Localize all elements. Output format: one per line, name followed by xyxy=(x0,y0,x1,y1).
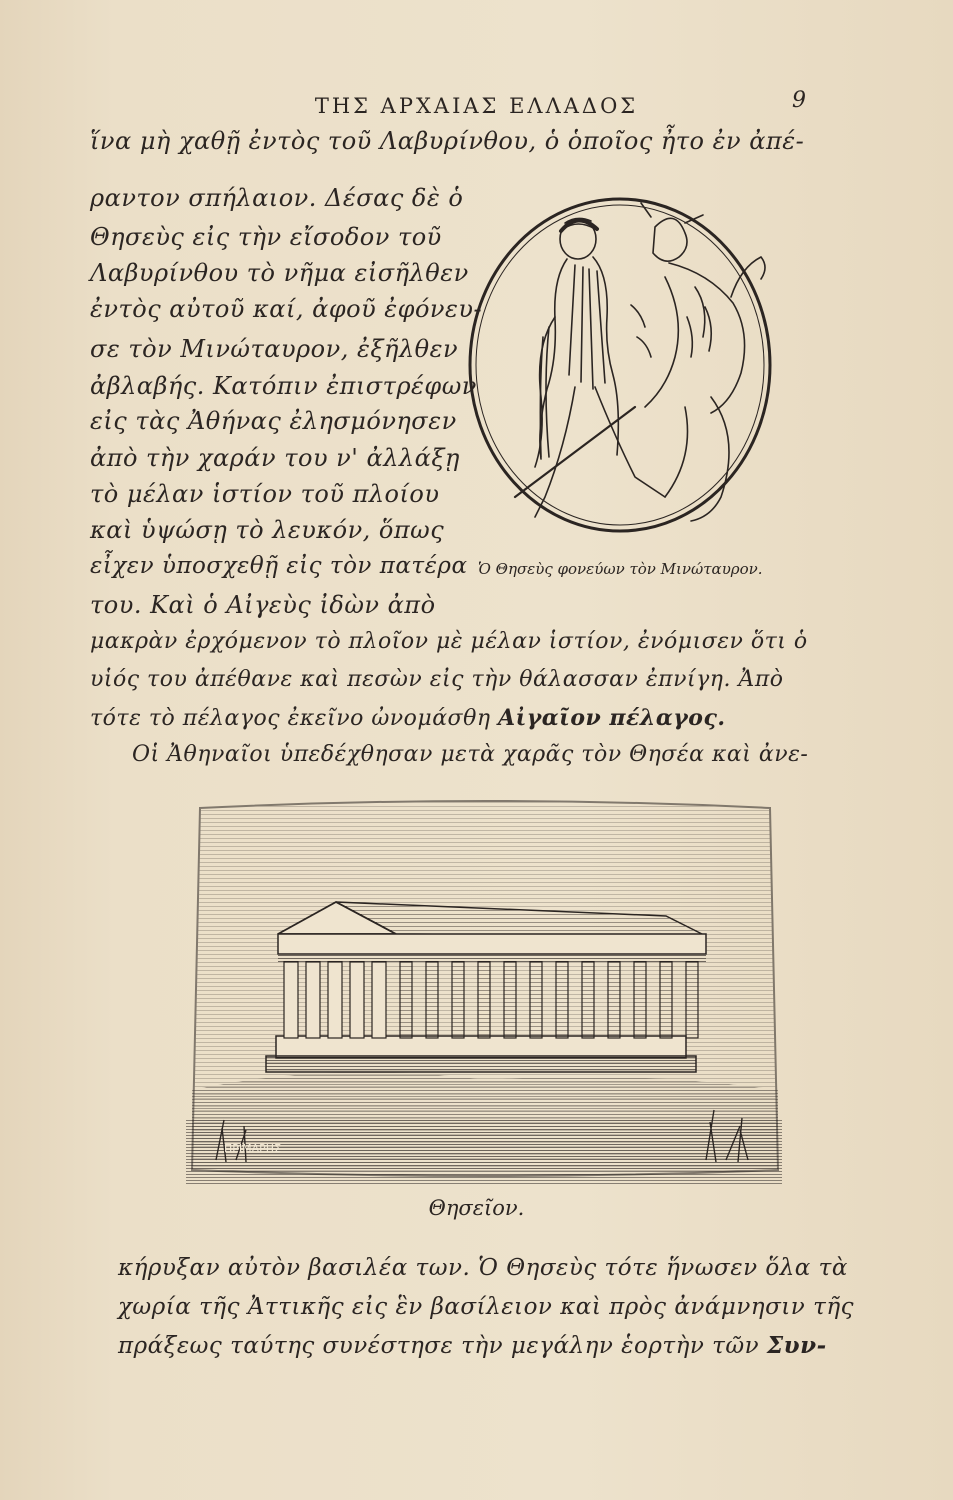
text-line: εἰς τὰς Ἀθήνας ἐλησμόνησεν xyxy=(90,407,457,435)
text-line: σε τὸν Μινώταυρον, ἐξῆλθεν xyxy=(90,335,459,363)
text-line: καὶ ὑψώσῃ τὸ λευκόν, ὅπως xyxy=(90,516,445,544)
text-line: Οἱ Ἀθηναῖοι ὑπεδέχθησαν μετὰ χαρᾶς τὸν Θησέα καὶ ἀνε- xyxy=(132,742,809,767)
text-line: ἀβλαβής. Κατόπιν ἐπιστρέφων xyxy=(90,372,477,400)
text-line: Λαβυρίνθου τὸ νῆμα εἰσῆλθεν xyxy=(90,259,469,287)
text-line: τὸ μέλαν ἱστίον τοῦ πλοίου xyxy=(90,480,440,508)
text-line: χωρία τῆς Ἀττικῆς εἰς ἓν βασίλειον καὶ πρὸς ἀνάμνησιν τῆς xyxy=(118,1294,854,1320)
text-line: του. Καὶ ὁ Αἰγεὺς ἰδὼν ἀπὸ xyxy=(90,591,436,619)
text-line: Θησεὺς εἰς τὴν εἴσοδον τοῦ xyxy=(90,223,442,251)
text-line xyxy=(90,703,726,734)
text-line: ἀπὸ τὴν χαράν του ν' ἀλλάξῃ xyxy=(90,444,460,472)
medallion-caption: Ὁ Θησεὺς φονεύων τὸν Μινώταυρον. xyxy=(478,560,763,578)
text-line-start: τότε τὸ πέλαγος ἐκεῖνο ὠνομάσθη xyxy=(90,706,491,731)
theseion-engraving xyxy=(186,790,782,1184)
text-line xyxy=(118,1331,827,1361)
running-header: ΤΗΣ ΑΡΧΑΙΑΣ ΕΛΛΑΔΟΣ xyxy=(314,94,639,118)
text-line-start: πράξεως ταύτης συνέστησε τὴν μεγάλην ἑορτὴν τῶν xyxy=(118,1333,760,1359)
text-line: ραντον σπήλαιον. Δέσας δὲ ὁ xyxy=(90,184,464,212)
text-line: υἱός του ἀπέθανε καὶ πεσὼν εἰς τὴν θάλασσαν ἐπνίγη. Ἀπὸ xyxy=(90,667,784,692)
engraver-signature: ΠΡΙΜΑΡΗΣ xyxy=(224,1142,282,1155)
emphasized-term: Συν- xyxy=(766,1332,827,1359)
text-line: ἐντὸς αὐτοῦ καί, ἀφοῦ ἐφόνευ- xyxy=(90,295,483,323)
text-line: κήρυξαν αὐτὸν βασιλέα των. Ὁ Θησεὺς τότε ἥνωσεν ὅλα τὰ xyxy=(118,1255,848,1281)
text-line: μακρὰν ἐρχόμενον τὸ πλοῖον μὲ μέλαν ἱστίον, ἐνόμισεν ὅτι ὁ xyxy=(90,629,808,654)
temple-caption: Θησεῖον. xyxy=(428,1196,525,1220)
emphasized-term: Αἰγαῖον πέλαγος. xyxy=(498,705,726,731)
text-line: εἶχεν ὑποσχεθῇ εἰς τὸν πατέρα xyxy=(90,553,468,579)
text-line: ἵνα μὴ χαθῇ ἐντὸς τοῦ Λαβυρίνθου, ὁ ὁποῖος ἦτο ἐν ἀπέ- xyxy=(90,127,805,155)
theseus-minotaur-medallion xyxy=(455,187,775,542)
page-number: 9 xyxy=(792,88,806,113)
